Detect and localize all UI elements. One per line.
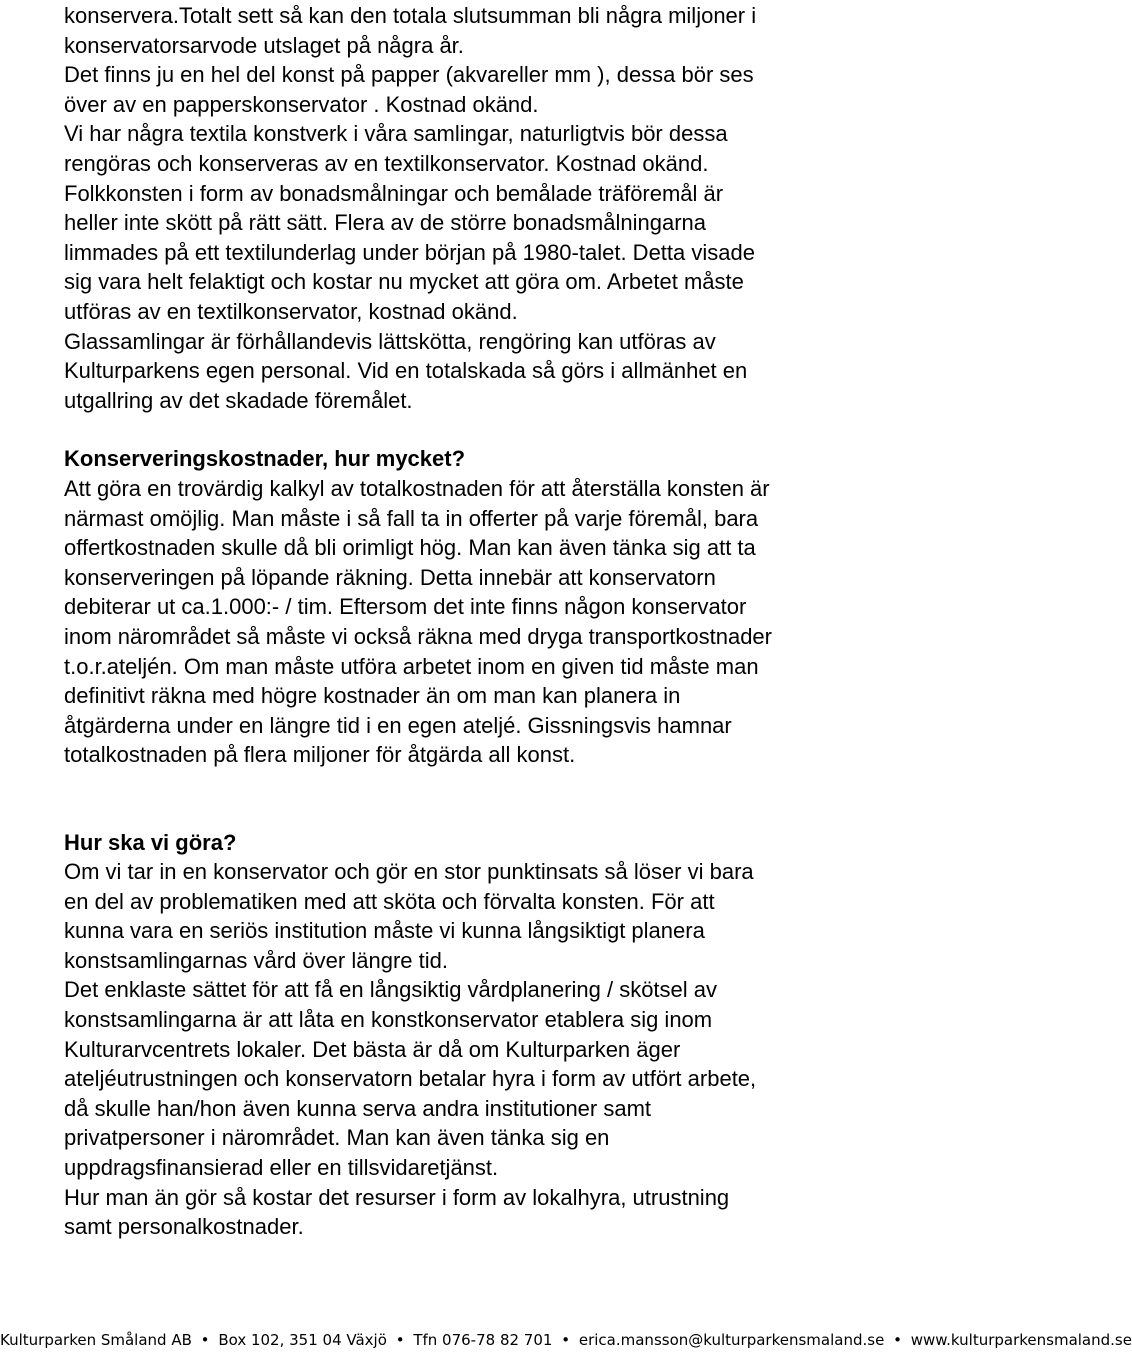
- footer-separator: •: [200, 1331, 210, 1349]
- paragraph-line: Kulturparkens egen personal. Vid en totalskada så görs i allmänhet en: [64, 358, 748, 384]
- section-hur-ska-vi-gora-text: [64, 857, 944, 1242]
- paragraph-line: över av en papperskonservator . Kostnad okänd.: [64, 91, 539, 117]
- page-footer: [0, 1330, 1132, 1350]
- footer-separator: •: [395, 1331, 405, 1349]
- paragraph-line: uppdragsfinansierad eller en tillsvidaretjänst.: [64, 1154, 499, 1180]
- paragraph-line: definitivt räkna med högre kostnader än om man kan planera in: [64, 683, 681, 709]
- paragraph-line: konservera.Totalt sett så kan den totala slutsumman bli några miljoner i: [64, 3, 757, 28]
- footer-email[interactable]: erica.mansson@kulturparkensmaland.se: [578, 1331, 885, 1349]
- paragraph-line: Det enklaste sättet för att få en långsiktig vårdplanering / skötsel av: [64, 977, 718, 1003]
- footer-separator: •: [561, 1331, 571, 1349]
- paragraph-line: Om vi tar in en konservator och gör en stor punktinsats så löser vi bara: [64, 859, 754, 884]
- paragraph-line: inom närområdet så måste vi också räkna med dryga transportkostnader: [64, 623, 772, 649]
- footer-web[interactable]: www.kulturparkensmaland.se: [910, 1331, 1132, 1349]
- paragraph-line: limmades på ett textilunderlag under början på 1980-talet. Detta visade: [64, 239, 755, 265]
- paragraph-line: konservatorsarvode utslaget på några år.: [64, 32, 464, 58]
- paragraph-line: då skulle han/hon även kunna serva andra institutioner samt: [64, 1095, 652, 1121]
- paragraph-line: kunna vara en seriös institution måste vi kunna långsiktigt planera: [64, 918, 705, 944]
- footer-phone: Tfn 076-78 82 701: [413, 1331, 553, 1349]
- paragraph-line: rengöras och konserveras av en textilkonservator. Kostnad okänd.: [64, 150, 709, 176]
- paragraph-line: offertkostnaden skulle då bli orimligt hög. Man kan även tänka sig att ta: [64, 535, 756, 561]
- paragraph-line: Vi har några textila konstverk i våra samlingar, naturligtvis bör dessa: [64, 121, 728, 147]
- paragraph-line: närmast omöjlig. Man måste i så fall ta in offerter på varje föremål, bara: [64, 505, 759, 531]
- paragraph-line: Kulturarvcentrets lokaler. Det bästa är då om Kulturparken äger: [64, 1036, 681, 1062]
- paragraph-line: Hur man än gör så kostar det resurser i form av lokalhyra, utrustning: [64, 1184, 730, 1210]
- heading-konserveringskostnader: Konserveringskostnader, hur mycket?: [64, 446, 466, 471]
- paragraph-line: konstsamlingarna är att låta en konstkonservator etablera sig inom: [64, 1006, 713, 1032]
- paragraph-line: t.o.r.ateljén. Om man måste utföra arbetet inom en given tid måste man: [64, 653, 759, 679]
- footer-org: Kulturparken Småland AB: [0, 1331, 192, 1349]
- paragraph-line: konstsamlingarnas vård över längre tid.: [64, 947, 448, 973]
- section-konserveringskostnader-text: [64, 474, 944, 770]
- paragraph-line: konserveringen på löpande räkning. Detta innebär att konservatorn: [64, 564, 716, 590]
- footer-address: Box 102, 351 04 Växjö: [218, 1331, 387, 1349]
- paragraph-line: utföras av en textilkonservator, kostnad okänd.: [64, 298, 518, 324]
- paragraph-line: debiterar ut ca.1.000:- / tim. Eftersom det inte finns någon konservator: [64, 594, 747, 620]
- paragraph-line: åtgärderna under en längre tid i en egen ateljé. Gissningsvis hamnar: [64, 712, 732, 738]
- intro-text: [64, 1, 944, 415]
- paragraph-line: sig vara helt felaktigt och kostar nu mycket att göra om. Arbetet måste: [64, 269, 744, 295]
- paragraph-line: en del av problematiken med att sköta och förvalta konsten. För att: [64, 888, 715, 914]
- paragraph-line: totalkostnaden på flera miljoner för åtgärda all konst.: [64, 742, 576, 768]
- paragraph-line: Att göra en trovärdig kalkyl av totalkostnaden för att återställa konsten är: [64, 476, 770, 501]
- paragraph-line: ateljéutrustningen och konservatorn betalar hyra i form av utfört arbete,: [64, 1066, 757, 1092]
- paragraph-line: Folkkonsten i form av bonadsmålningar och bemålade träföremål är: [64, 180, 724, 206]
- footer-separator: •: [893, 1331, 902, 1349]
- paragraph-line: Det finns ju en hel del konst på papper (akvareller mm ), dessa bör ses: [64, 62, 754, 88]
- heading-hur-ska-vi-gora: Hur ska vi göra?: [64, 830, 237, 855]
- paragraph-line: samt personalkostnader.: [64, 1214, 304, 1240]
- paragraph-line: privatpersoner i närområdet. Man kan även tänka sig en: [64, 1125, 610, 1151]
- paragraph-line: heller inte skött på rätt sätt. Flera av de större bonadsmålningarna: [64, 210, 707, 236]
- paragraph-line: utgallring av det skadade föremålet.: [64, 387, 413, 413]
- paragraph-line: Glassamlingar är förhållandevis lättskötta, rengöring kan utföras av: [64, 328, 716, 354]
